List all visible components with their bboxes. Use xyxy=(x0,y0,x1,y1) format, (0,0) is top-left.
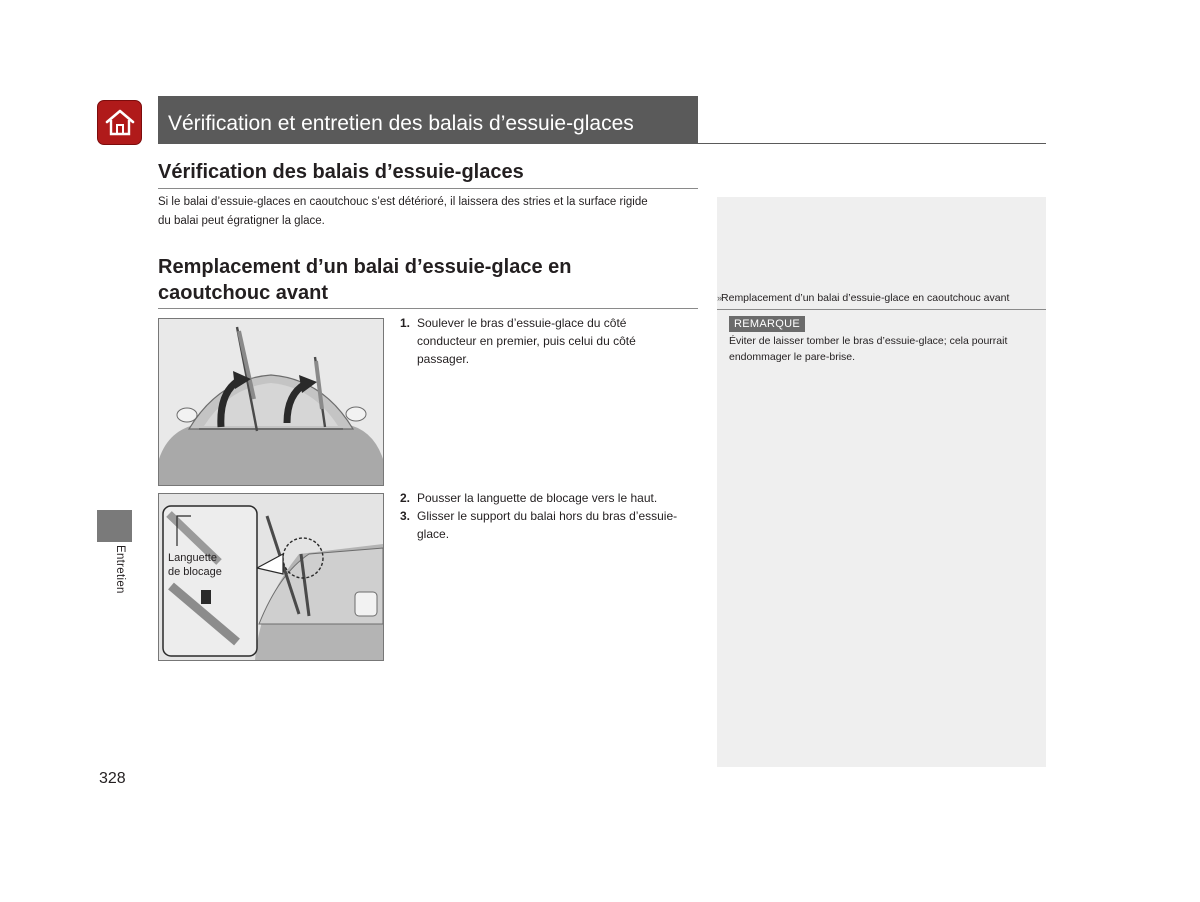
chevron-right-icon: » xyxy=(717,293,721,303)
chapter-tab-label: Entretien xyxy=(114,545,126,594)
step-text: conducteur en premier, puis celui du côté xyxy=(417,334,636,348)
note-badge: REMARQUE xyxy=(729,316,805,332)
callout-line: de blocage xyxy=(168,566,222,578)
section-rule xyxy=(158,308,698,309)
figure-lift-wipers xyxy=(158,318,384,486)
sidebar-panel xyxy=(717,197,1046,767)
section-body-line: du balai peut égratigner la glace. xyxy=(158,215,325,227)
step-1 xyxy=(400,314,698,368)
section-heading-replace xyxy=(158,254,571,306)
step-text: Soulever le bras d’essuie-glace du côté xyxy=(417,316,627,330)
page-title: Vérification et entretien des balais d’essuie-glaces xyxy=(168,112,634,135)
step-number: 2. xyxy=(400,491,411,505)
section-rule xyxy=(158,188,698,189)
page-number: 328 xyxy=(99,770,126,787)
step-text: Pousser la languette de blocage vers le haut. xyxy=(417,491,658,505)
note-line: Éviter de laisser tomber le bras d’essuie-glace; cela pourrait xyxy=(729,335,1008,347)
section-heading-check: Vérification des balais d’essuie-glaces xyxy=(158,161,524,183)
section-body-line: Si le balai d’essuie-glaces en caoutchouc s’est détérioré, il laissera des stries et la surface rigide xyxy=(158,196,648,208)
title-rule xyxy=(698,143,1046,144)
sidebar-rule xyxy=(717,309,1046,310)
callout-label xyxy=(168,551,222,579)
step-2 xyxy=(400,489,698,507)
chapter-tab[interactable] xyxy=(97,510,132,542)
note-line: endommager le pare-brise. xyxy=(729,350,856,363)
home-button[interactable] xyxy=(97,100,142,145)
heading-line: Remplacement d’un balai d’essuie-glace en xyxy=(158,256,572,278)
callout-line: Languette xyxy=(168,552,217,564)
figure-locking-tab xyxy=(158,493,384,661)
step-3 xyxy=(400,507,698,543)
step-number: 1. xyxy=(400,316,411,330)
section-body xyxy=(158,193,698,231)
step-text: passager. xyxy=(417,352,470,366)
heading-line: caoutchouc avant xyxy=(158,282,329,304)
note-text xyxy=(729,334,1039,365)
home-icon xyxy=(103,107,137,139)
step-text: glace. xyxy=(417,527,450,541)
step-text: Glisser le support du balai hors du bras d’essuie- xyxy=(417,509,678,523)
sidebar-heading-text: Remplacement d’un balai d’essuie-glace en caoutchouc avant xyxy=(721,292,1010,304)
sidebar-heading xyxy=(717,292,1046,304)
car-wiper-illustration xyxy=(159,319,383,485)
step-number: 3. xyxy=(400,509,411,523)
